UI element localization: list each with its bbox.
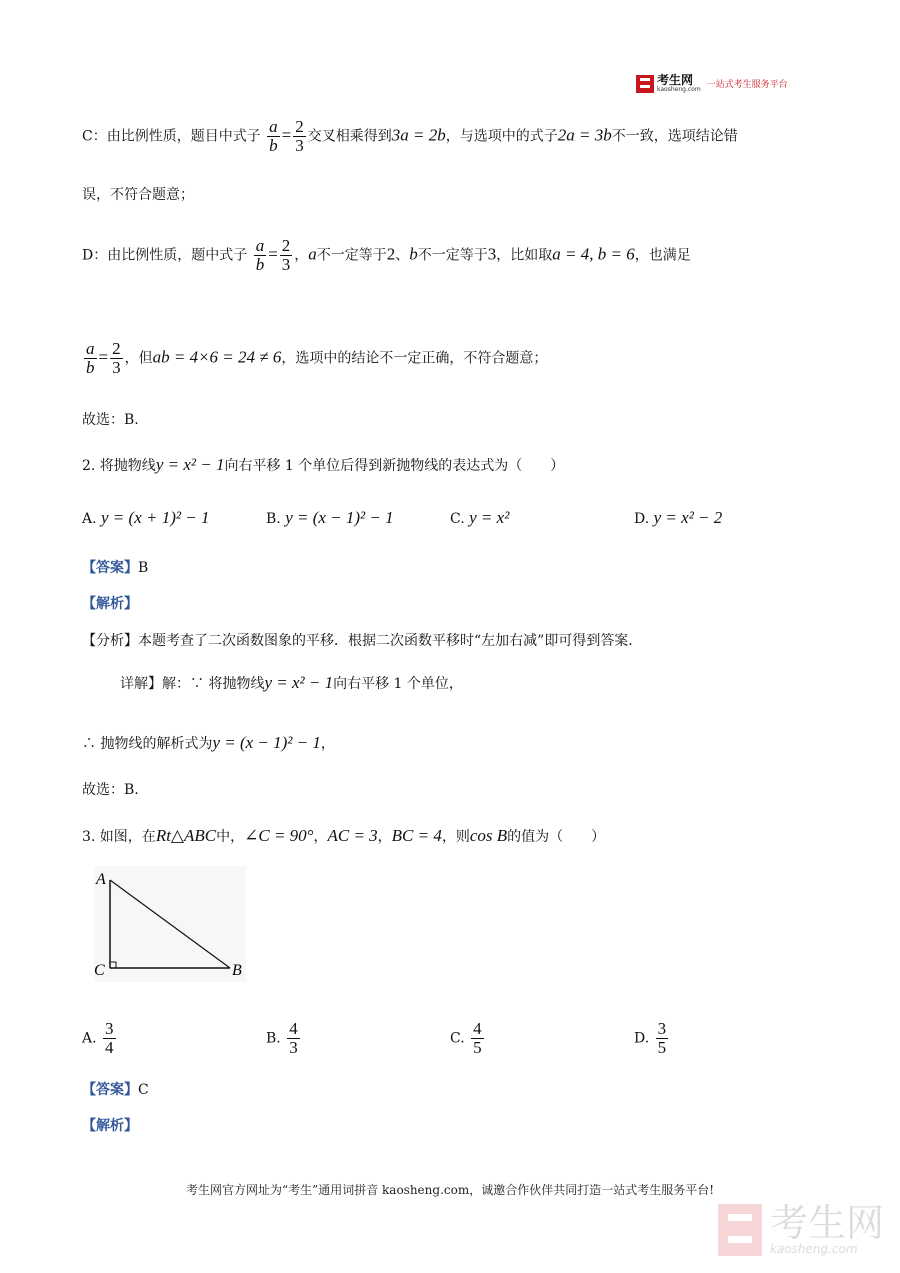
fraction-a-over-b: $\frac{a}{b}$ <box>255 236 265 274</box>
q3-option-c: C. $\frac{4}{5}$ <box>450 1019 482 1057</box>
logo-brand: 考生网 kaosheng.com <box>657 73 701 93</box>
q2-choose: 故选：B. <box>82 782 139 798</box>
q1-d-line2: $\frac{a}{b}$ = $\frac{2}{3}$ ，但ab = 4×6 = 24 ≠ 6，选项中的结论不一定正确，不符合题意； <box>86 339 548 377</box>
triangle-figure <box>90 866 250 982</box>
q1-choose: 故选：B. <box>82 412 139 428</box>
vertex-label-a: A <box>96 871 106 888</box>
q2-analysis-tag: 【解析】 <box>82 596 138 612</box>
fraction-a-over-b: $\frac{a}{b}$ <box>269 117 278 155</box>
vertex-label-b: B <box>232 962 242 979</box>
q2-stem: 2. 将抛物线y = x² − 1向右平移 1 个单位后得到新抛物线的表达式为（ ） <box>82 455 565 474</box>
q2-conclude: ∴ 抛物线的解析式为y = (x − 1)² − 1， <box>82 733 335 752</box>
q1-c-line1: C：由比例性质，题目中式子 $\frac{a}{b}$ = $\frac{2}{3}$ 交叉相乘得到3a = 2b，与选项中的式子2a = 3b不一致，选项结论错 <box>82 117 738 155</box>
q3-stem: 3. 如图，在Rt△ABC中，∠C = 90°，AC = 3，BC = 4，则cos B的值为（ ） <box>82 826 606 845</box>
kaosheng-logo-icon <box>636 75 654 93</box>
q3-analysis-tag: 【解析】 <box>82 1118 138 1134</box>
vertex-label-c: C <box>94 962 105 979</box>
q2-fenxi: 【分析】本题考查了二次函数图象的平移．根据二次函数平移时“左加右减”即可得到答案． <box>82 633 643 649</box>
watermark-logo-icon <box>718 1204 762 1256</box>
q2-option-b: B. y = (x − 1)² − 1 <box>266 508 394 527</box>
fraction-a-over-b: $\frac{a}{b}$ <box>86 339 95 377</box>
q2-option-c: C. y = x² <box>450 508 510 527</box>
q1-d-line1: D：由比例性质，题中式子 $\frac{a}{b}$ = $\frac{2}{3}$ ，a不一定等于2、b不一定等于3，比如取a = 4, b = 6，也满足 <box>82 236 691 274</box>
header-logo <box>636 74 788 93</box>
q1-c-line2: 误，不符合题意； <box>82 187 194 203</box>
q3-option-d: D. $\frac{3}{5}$ <box>634 1019 667 1057</box>
fraction-2-over-3: $\frac{2}{3}$ <box>295 117 304 155</box>
q3-option-a: A. $\frac{3}{4}$ <box>82 1019 114 1057</box>
fraction-2-over-3: $\frac{2}{3}$ <box>281 236 291 274</box>
page-footer: 考生网官方网址为“考生”通用词拼音 kaosheng.com，诚邀合作伙伴共同打造一站式考生服务平台! <box>185 1183 715 1197</box>
q2-answer: 【答案】B <box>82 560 149 576</box>
q3-option-b: B. $\frac{4}{3}$ <box>266 1019 298 1057</box>
q2-option-d: D. y = x² − 2 <box>634 508 723 527</box>
logo-slogan: 一站式考生服务平台 <box>706 80 788 90</box>
q3-answer: 【答案】C <box>82 1082 149 1098</box>
watermark-text: 考生网 kaosheng.com <box>770 1201 885 1256</box>
watermark <box>718 1201 885 1256</box>
q2-option-a: A. y = (x + 1)² − 1 <box>82 508 210 527</box>
q2-detail: 详解】解：∵ 将抛物线y = x² − 1向右平移 1 个单位， <box>120 673 463 692</box>
fraction-2-over-3: $\frac{2}{3}$ <box>112 339 121 377</box>
